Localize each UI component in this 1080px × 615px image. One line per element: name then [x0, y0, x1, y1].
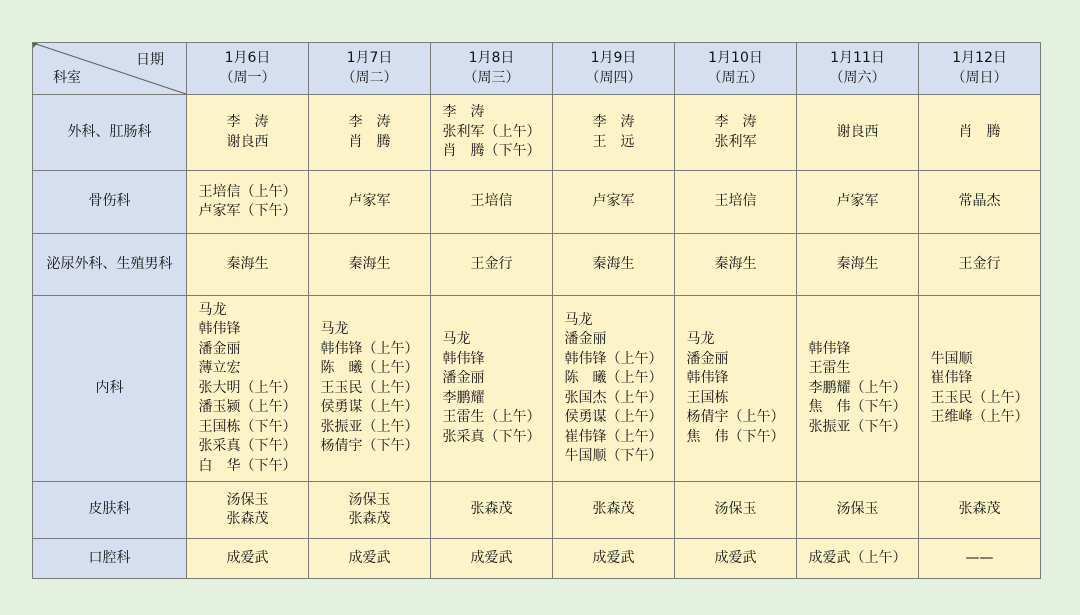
day-date: 1月7日 — [346, 50, 393, 66]
doctor-name: 韩伟锋 — [442, 350, 485, 367]
doctor-list — [321, 320, 419, 457]
doctor-name: 成爱武 — [226, 549, 269, 566]
doctor-list — [715, 549, 757, 569]
day-header-5 — [797, 43, 919, 95]
schedule-cell — [187, 539, 309, 579]
doctor-list — [593, 500, 635, 520]
schedule-row — [33, 482, 1041, 539]
doctor-list — [837, 500, 879, 520]
doctor-name: 崔伟锋（上午） — [564, 428, 663, 445]
doctor-list — [931, 350, 1029, 428]
doctor-name: 李鹏耀 — [442, 389, 485, 406]
doctor-name: 潘金丽 — [198, 340, 241, 357]
doctor-name: 张振亚（上午） — [320, 418, 419, 435]
doctor-name: 马龙 — [564, 311, 593, 328]
schedule-cell — [553, 482, 675, 539]
schedule-cell — [431, 171, 553, 234]
doctor-list — [593, 549, 635, 569]
department-name: 泌尿外科、生殖男科 — [33, 234, 187, 296]
day-weekday: （周五） — [707, 69, 764, 86]
doctor-list — [227, 491, 269, 530]
schedule-cell — [553, 95, 675, 171]
doctor-name: 王雷生（上午） — [442, 409, 541, 425]
doctor-name: 秦海生 — [226, 255, 269, 272]
day-header-1 — [309, 43, 431, 95]
header-row — [33, 43, 1041, 95]
schedule-cell — [553, 539, 675, 579]
doctor-list — [199, 183, 297, 222]
doctor-name: 成爱武（上午） — [808, 549, 907, 566]
doctor-list — [471, 549, 513, 569]
doctor-name: 秦海生 — [592, 255, 635, 272]
doctor-name: 王 远 — [592, 133, 635, 150]
department-name: 外科、肛肠科 — [33, 95, 187, 171]
doctor-name: 杨倩宇（上午） — [686, 409, 785, 425]
day-header-3 — [553, 43, 675, 95]
doctor-name: 张利军 — [714, 133, 757, 150]
schedule-cell — [675, 171, 797, 234]
doctor-list — [715, 255, 757, 275]
doctor-list — [715, 500, 757, 520]
schedule-cell — [797, 95, 919, 171]
doctor-list — [349, 549, 391, 569]
schedule-cell — [309, 171, 431, 234]
schedule-cell — [431, 539, 553, 579]
doctor-name: 李鹏耀（上午） — [808, 379, 907, 396]
corner-date-label: 日期 — [136, 52, 164, 68]
duty-schedule-table — [32, 42, 1041, 579]
doctor-name: 张森茂 — [470, 501, 513, 518]
doctor-name: 汤保玉 — [348, 491, 391, 508]
doctor-name: 张振亚（下午） — [808, 418, 907, 435]
schedule-cell — [675, 539, 797, 579]
doctor-name: 肖 腾 — [958, 123, 1001, 140]
doctor-name: 侯勇谋（上午） — [564, 409, 663, 425]
doctor-name: 马龙 — [198, 301, 227, 318]
doctor-name: 王玉民（上午） — [930, 389, 1029, 406]
doctor-name: 马龙 — [320, 321, 349, 338]
schedule-cell — [675, 482, 797, 539]
corner-dept-label: 科室 — [53, 69, 81, 86]
doctor-name: 秦海生 — [836, 255, 879, 272]
doctor-name: 卢家军 — [592, 193, 635, 210]
doctor-name: 李 涛 — [592, 114, 635, 130]
doctor-name: 张森茂 — [592, 501, 635, 518]
day-weekday: （周二） — [341, 69, 398, 86]
day-weekday: （周六） — [829, 69, 886, 86]
department-name: 皮肤科 — [33, 482, 187, 539]
doctor-name: 张大明（上午） — [198, 379, 297, 396]
doctor-name: 杨倩宇（下午） — [320, 438, 419, 455]
schedule-cell — [431, 482, 553, 539]
doctor-name: 侯勇谋（上午） — [320, 399, 419, 416]
doctor-list — [349, 491, 391, 530]
schedule-cell — [187, 95, 309, 171]
department-name: 内科 — [33, 296, 187, 482]
schedule-cell — [553, 234, 675, 296]
doctor-name: 李 涛 — [442, 104, 485, 121]
doctor-list — [227, 113, 269, 152]
schedule-cell — [919, 171, 1041, 234]
schedule-cell — [431, 296, 553, 482]
doctor-name: 牛国顺 — [930, 350, 973, 367]
doctor-name: 常晶杰 — [958, 193, 1001, 210]
doctor-name: 肖 腾 — [348, 133, 391, 150]
schedule-cell — [309, 539, 431, 579]
schedule-cell — [919, 95, 1041, 171]
doctor-name: 李 涛 — [714, 114, 757, 130]
doctor-list — [471, 192, 513, 212]
doctor-name: —— — [965, 549, 994, 566]
schedule-cell — [797, 482, 919, 539]
day-header-6 — [919, 43, 1041, 95]
doctor-list — [349, 113, 391, 152]
doctor-name: 秦海生 — [714, 255, 757, 272]
doctor-name: 成爱武 — [592, 549, 635, 566]
day-date: 1月11日 — [830, 50, 885, 66]
schedule-cell — [553, 171, 675, 234]
doctor-name: 卢家军 — [348, 193, 391, 210]
schedule-cell — [431, 95, 553, 171]
doctor-list — [349, 192, 391, 212]
doctor-name: 焦 伟（下午） — [808, 399, 907, 416]
doctor-name: 汤保玉 — [836, 501, 879, 518]
schedule-cell — [919, 482, 1041, 539]
doctor-name: 张利军（上午） — [442, 123, 541, 140]
doctor-list — [715, 192, 757, 212]
doctor-name: 张采真（下午） — [198, 438, 297, 455]
doctor-name: 成爱武 — [348, 549, 391, 566]
doctor-name: 白 华（下午） — [198, 457, 297, 474]
doctor-name: 潘金丽 — [564, 331, 607, 347]
department-name: 骨伤科 — [33, 171, 187, 234]
doctor-list — [837, 123, 879, 143]
doctor-name: 陈 曦（上午） — [320, 360, 419, 377]
doctor-list — [199, 301, 297, 477]
schedule-row — [33, 234, 1041, 296]
doctor-name: 王国栋（下午） — [198, 418, 297, 435]
doctor-name: 李 涛 — [226, 114, 269, 130]
schedule-cell — [675, 95, 797, 171]
doctor-name: 成爱武 — [470, 549, 513, 566]
doctor-name: 谢良西 — [836, 123, 879, 140]
doctor-name: 韩伟锋 — [808, 340, 851, 357]
doctor-name: 韩伟锋（上午） — [320, 340, 419, 357]
schedule-cell — [553, 296, 675, 482]
schedule-cell — [309, 482, 431, 539]
doctor-name: 马龙 — [686, 331, 715, 347]
doctor-list — [959, 123, 1001, 143]
schedule-row — [33, 539, 1041, 579]
schedule-cell — [919, 296, 1041, 482]
doctor-list — [593, 255, 635, 275]
doctor-name: 韩伟锋 — [198, 321, 241, 338]
day-header-4 — [675, 43, 797, 95]
schedule-cell — [797, 539, 919, 579]
doctor-list — [837, 192, 879, 212]
schedule-cell — [919, 539, 1041, 579]
doctor-name: 牛国顺（下午） — [564, 448, 663, 464]
day-date: 1月10日 — [708, 50, 763, 66]
day-weekday: （周日） — [951, 69, 1008, 86]
schedule-cell — [675, 296, 797, 482]
schedule-cell — [187, 482, 309, 539]
doctor-list — [443, 330, 541, 447]
day-weekday: （周三） — [463, 69, 520, 86]
doctor-name: 李 涛 — [348, 114, 391, 130]
doctor-name: 张采真（下午） — [442, 428, 541, 445]
doctor-list — [593, 192, 635, 212]
day-header-0 — [187, 43, 309, 95]
doctor-list — [471, 255, 513, 275]
doctor-list — [471, 500, 513, 520]
corner-header-cell — [33, 43, 187, 95]
doctor-name: 潘玉颍（上午） — [198, 399, 297, 416]
schedule-row — [33, 95, 1041, 171]
day-date: 1月8日 — [468, 50, 515, 66]
doctor-name: 张国杰（上午） — [564, 389, 663, 406]
schedule-cell — [187, 171, 309, 234]
doctor-name: 汤保玉 — [714, 501, 757, 518]
doctor-name: 汤保玉 — [226, 491, 269, 508]
doctor-name: 张森茂 — [226, 511, 269, 527]
schedule-cell — [919, 234, 1041, 296]
doctor-list — [227, 255, 269, 275]
doctor-list — [809, 549, 907, 569]
doctor-name: 卢家军（下午） — [198, 203, 297, 219]
doctor-list — [349, 255, 391, 275]
doctor-list — [715, 113, 757, 152]
schedule-cell — [797, 296, 919, 482]
department-name: 口腔科 — [33, 539, 187, 579]
doctor-name: 焦 伟（下午） — [686, 428, 785, 445]
day-date: 1月6日 — [224, 50, 271, 66]
schedule-cell — [309, 95, 431, 171]
schedule-row — [33, 296, 1041, 482]
doctor-name: 肖 腾（下午） — [442, 143, 541, 160]
doctor-list — [443, 103, 541, 162]
doctor-name: 马龙 — [442, 331, 471, 347]
doctor-list — [959, 500, 1001, 520]
schedule-row — [33, 171, 1041, 234]
schedule-cell — [797, 234, 919, 296]
doctor-list — [687, 330, 785, 447]
schedule-cell — [187, 234, 309, 296]
doctor-name: 崔伟锋 — [930, 370, 973, 386]
doctor-name: 薄立宏 — [198, 360, 241, 377]
doctor-name: 韩伟锋 — [686, 370, 729, 386]
doctor-name: 韩伟锋（上午） — [564, 350, 663, 367]
doctor-name: 成爱武 — [714, 549, 757, 566]
schedule-cell — [431, 234, 553, 296]
day-weekday: （周一） — [219, 69, 276, 86]
day-header-2 — [431, 43, 553, 95]
day-weekday: （周四） — [585, 69, 642, 86]
doctor-name: 秦海生 — [348, 255, 391, 272]
doctor-name: 王雷生 — [808, 360, 851, 377]
day-date: 1月9日 — [590, 50, 637, 66]
doctor-name: 潘金丽 — [442, 370, 485, 386]
doctor-name: 王培信（上午） — [198, 183, 297, 200]
doctor-name: 王玉民（上午） — [320, 379, 419, 396]
doctor-list — [959, 255, 1001, 275]
doctor-list — [565, 311, 663, 467]
doctor-name: 王培信 — [714, 193, 757, 210]
doctor-name: 王维峰（上午） — [930, 409, 1029, 425]
doctor-name: 王金行 — [470, 255, 513, 272]
doctor-list — [227, 549, 269, 569]
day-date: 1月12日 — [952, 50, 1007, 66]
schedule-body — [33, 95, 1041, 579]
doctor-list — [593, 113, 635, 152]
doctor-name: 卢家军 — [836, 193, 879, 210]
doctor-list — [966, 549, 994, 569]
doctor-name: 王金行 — [958, 255, 1001, 272]
schedule-cell — [309, 296, 431, 482]
schedule-cell — [187, 296, 309, 482]
doctor-name: 潘金丽 — [686, 350, 729, 367]
doctor-name: 王培信 — [470, 193, 513, 210]
doctor-name: 张森茂 — [958, 501, 1001, 518]
schedule-cell — [675, 234, 797, 296]
doctor-list — [837, 255, 879, 275]
schedule-cell — [797, 171, 919, 234]
doctor-name: 张森茂 — [348, 511, 391, 527]
doctor-list — [959, 192, 1001, 212]
doctor-name: 陈 曦（上午） — [564, 370, 663, 386]
doctor-name: 谢良西 — [226, 133, 269, 150]
doctor-name: 王国栋 — [686, 389, 729, 406]
schedule-cell — [309, 234, 431, 296]
doctor-list — [809, 340, 907, 438]
